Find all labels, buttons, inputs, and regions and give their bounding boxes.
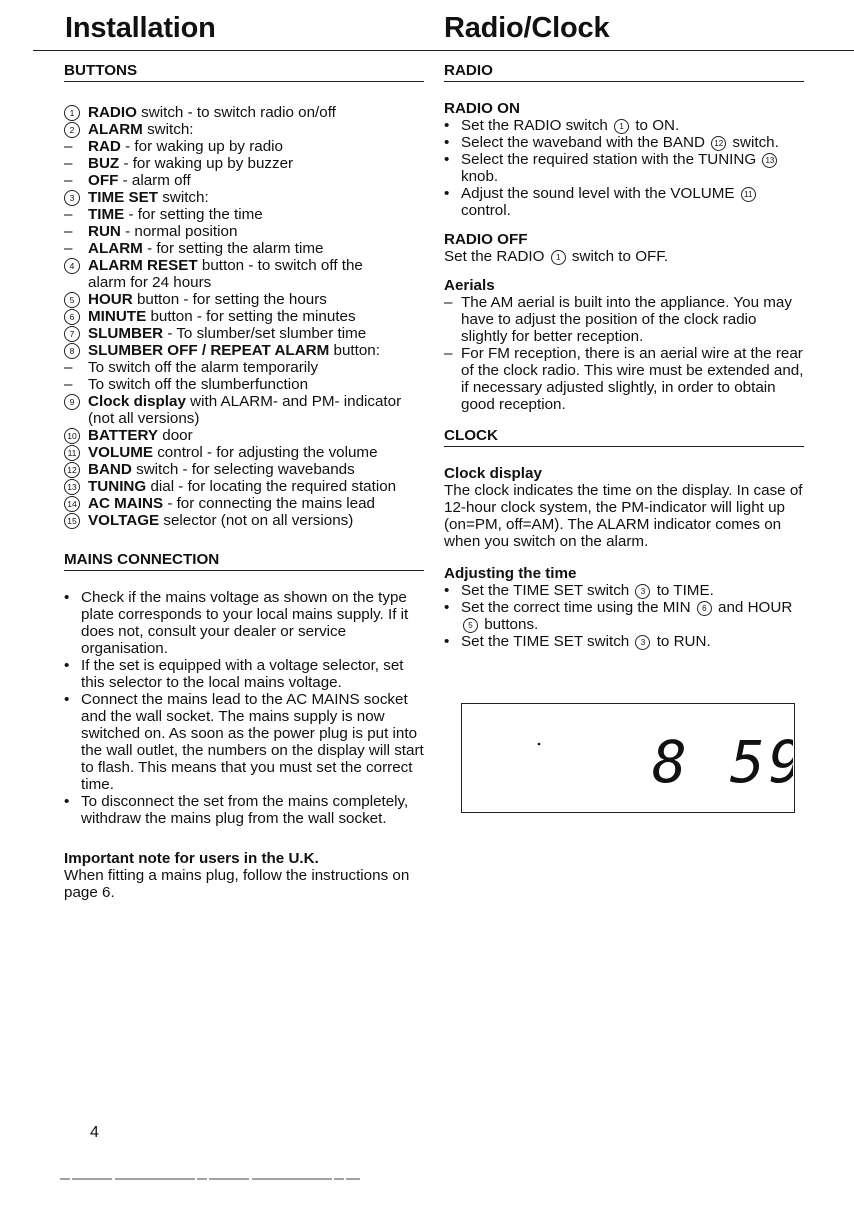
lcd-digits: [462, 704, 793, 811]
button-list-item: [64, 461, 424, 478]
mains-bullet: [64, 691, 424, 793]
item-marker: –: [64, 172, 73, 189]
bullet-dot: •: [444, 633, 450, 650]
item-text: ALARM switch:: [88, 121, 194, 138]
button-list-item: [64, 274, 424, 291]
radio-heading: RADIO: [444, 62, 804, 82]
item-marker: –: [64, 376, 73, 393]
item-text: MINUTE button - for setting the minutes: [88, 308, 356, 325]
item-marker: [64, 189, 88, 206]
bullet-dot: •: [444, 151, 450, 168]
bullet-dot: •: [444, 117, 450, 134]
button-list-item: [64, 138, 424, 155]
item-marker: [64, 104, 88, 121]
uk-note-text: When fitting a mains plug, follow the instructions on page 6.: [64, 867, 410, 901]
bullet-dot: •: [64, 589, 70, 606]
bullet-text: Select the required station with the TUNING 13 knob.: [461, 151, 804, 185]
circled-number: 12: [711, 136, 726, 151]
clock-heading: CLOCK: [444, 427, 804, 447]
bullet-dot: •: [64, 657, 70, 674]
aerials-item: [444, 294, 804, 345]
left-column: [64, 62, 424, 901]
button-list-item: [64, 104, 424, 121]
button-list-item: [64, 172, 424, 189]
button-list-item: [64, 155, 424, 172]
item-marker: [64, 342, 88, 359]
item-marker: [64, 427, 88, 444]
circled-number: 6: [64, 309, 80, 325]
button-list-item: [64, 427, 424, 444]
circled-number: 3: [635, 584, 650, 599]
aerials-heading: Aerials: [444, 277, 495, 294]
item-text: RAD - for waking up by radio: [88, 138, 283, 155]
item-text: SLUMBER - To slumber/set slumber time: [88, 325, 367, 342]
mains-bullet: [64, 589, 424, 657]
item-bold: BAND: [88, 461, 132, 478]
bullet-dot: •: [64, 793, 70, 810]
circled-number: 15: [64, 513, 80, 529]
item-marker: –: [64, 138, 73, 155]
item-bold: OFF: [88, 172, 119, 189]
bullet-text: To disconnect the set from the mains completely, withdraw the mains plug from the wall socket.: [81, 793, 409, 827]
radio-on-heading: RADIO ON: [444, 100, 520, 117]
adjust-time-heading: Adjusting the time: [444, 565, 577, 582]
adjust-time-list: [444, 582, 804, 650]
item-marker: –: [64, 359, 73, 376]
radio-off-text: [444, 248, 804, 265]
button-list-item: [64, 206, 424, 223]
item-marker: –: [64, 206, 73, 223]
right-column: [444, 62, 804, 650]
item-marker: [64, 410, 88, 427]
bullet-dot: •: [64, 691, 70, 708]
item-text: VOLTAGE selector (not on all versions): [88, 512, 354, 529]
circled-number: 13: [762, 153, 777, 168]
item-text: To switch off the alarm temporarily: [88, 359, 319, 376]
item-bold: TIME SET: [88, 189, 159, 206]
item-text: RADIO switch - to switch radio on/off: [88, 104, 336, 121]
item-text: alarm for 24 hours: [88, 274, 212, 291]
button-list-item: [64, 240, 424, 257]
item-text: OFF - alarm off: [88, 172, 191, 189]
item-marker: [64, 478, 88, 495]
bullet-text: Connect the mains lead to the AC MAINS socket and the wall socket. The mains supply is now switched on. As soon as the power plug is put into the wall outlet, the numbers on the display will start to flash. This means that you must set the correct time.: [81, 691, 424, 793]
circled-number: 3: [635, 635, 650, 650]
circled-number: 10: [64, 428, 80, 444]
title-rule: [33, 50, 854, 51]
buttons-heading: BUTTONS: [64, 62, 424, 82]
clock-display-heading: Clock display: [444, 465, 542, 482]
adjust-time-bullet: [444, 599, 804, 633]
dash-mark: –: [444, 294, 453, 311]
radio-on-list: [444, 117, 804, 219]
item-bold: HOUR: [88, 291, 133, 308]
button-list-item: [64, 257, 424, 274]
dash-text: The AM aerial is built into the appliance. You may have to adjust the position of the clock radio slightly for better reception.: [461, 294, 792, 345]
lcd-dot: [538, 743, 541, 746]
item-bold: RAD: [88, 138, 121, 155]
bullet-text: If the set is equipped with a voltage selector, set this selector to the local mains voltage.: [81, 657, 404, 691]
item-text: SLUMBER OFF / REPEAT ALARM button:: [88, 342, 380, 359]
item-bold: RUN: [88, 223, 121, 240]
item-bold: SLUMBER: [88, 325, 164, 342]
item-bold: Clock display: [88, 393, 186, 410]
button-list-item: [64, 393, 424, 410]
item-bold: TIME: [88, 206, 125, 223]
circled-number: 1: [551, 250, 566, 265]
item-text: TIME SET switch:: [88, 189, 209, 206]
item-bold: VOLUME: [88, 444, 153, 461]
item-text: TUNING dial - for locating the required station: [88, 478, 397, 495]
radio-on-bullet: [444, 134, 804, 151]
item-text: HOUR button - for setting the hours: [88, 291, 327, 308]
adjust-time-bullet: [444, 582, 804, 599]
button-list-item: [64, 342, 424, 359]
bullet-text: Set the correct time using the MIN 6 and HOUR 5 buttons.: [461, 599, 793, 633]
item-text: Clock display with ALARM- and PM- indicator: [88, 393, 402, 410]
right-page-title: Radio/Clock: [444, 12, 610, 44]
dash-text: For FM reception, there is an aerial wire at the rear of the clock radio. This wire must be extended and, if necessary adjusted slightly, in order to obtain good reception.: [461, 345, 804, 413]
bullet-text: Select the waveband with the BAND 12 switch.: [461, 134, 779, 151]
button-list-item: [64, 325, 424, 342]
radio-off-heading: RADIO OFF: [444, 231, 528, 248]
bullet-text: Set the TIME SET switch 3 to RUN.: [461, 633, 711, 650]
buttons-list: [64, 104, 424, 529]
button-list-item: [64, 291, 424, 308]
lcd-time-text: 8 59: [652, 728, 793, 796]
circled-number: 5: [64, 292, 80, 308]
circled-number: 5: [463, 618, 478, 633]
mains-list: [64, 589, 424, 827]
item-bold: BUZ: [88, 155, 120, 172]
circled-number: 1: [614, 119, 629, 134]
item-text: RUN - normal position: [88, 223, 238, 240]
button-list-item: [64, 512, 424, 529]
aerials-list: [444, 294, 804, 413]
bullet-dot: •: [444, 599, 450, 616]
circled-number: 4: [64, 258, 80, 274]
circled-number: 11: [741, 187, 756, 202]
item-bold: ALARM: [88, 121, 143, 138]
button-list-item: [64, 359, 424, 376]
item-text: To switch off the slumberfunction: [88, 376, 309, 393]
circled-number: 7: [64, 326, 80, 342]
item-marker: [64, 121, 88, 138]
item-marker: [64, 325, 88, 342]
bullet-text: Adjust the sound level with the VOLUME 11 control.: [461, 185, 804, 219]
item-marker: [64, 461, 88, 478]
item-bold: BATTERY: [88, 427, 159, 444]
left-page-title: Installation: [65, 12, 216, 44]
item-text: VOLUME control - for adjusting the volume: [88, 444, 378, 461]
mains-heading: MAINS CONNECTION: [64, 551, 424, 571]
item-bold: ALARM: [88, 240, 143, 257]
mains-bullet: [64, 657, 424, 691]
dash-mark: –: [444, 345, 453, 362]
item-bold: ALARM RESET: [88, 257, 198, 274]
circled-number: 14: [64, 496, 80, 512]
bullet-dot: •: [444, 134, 450, 151]
uk-note-heading: Important note for users in the U.K.: [64, 850, 319, 867]
item-bold: RADIO: [88, 104, 137, 121]
button-list-item: [64, 410, 424, 427]
radio-on-bullet: [444, 185, 804, 219]
button-list-item: [64, 308, 424, 325]
button-list-item: [64, 189, 424, 206]
item-marker: [64, 308, 88, 325]
bullet-dot: •: [444, 185, 450, 202]
radio-on-bullet: [444, 151, 804, 185]
item-bold: MINUTE: [88, 308, 147, 325]
item-marker: [64, 274, 88, 291]
item-bold: SLUMBER OFF / REPEAT ALARM: [88, 342, 330, 359]
item-marker: –: [64, 240, 73, 257]
circled-number: 13: [64, 479, 80, 495]
circled-number: 1: [64, 105, 80, 121]
clock-display-text: The clock indicates the time on the display. In case of 12-hour clock system, the PM-indicator will light up (on=PM, off=AM). The ALARM indicator comes on when you switch on the alarm.: [444, 482, 803, 550]
page-number: 4: [90, 1124, 99, 1141]
item-text: (not all versions): [88, 410, 200, 427]
bullet-text: Check if the mains voltage as shown on the type plate corresponds to your local mains supply. If it does not, consult your dealer or service organisation.: [81, 589, 409, 657]
button-list-item: [64, 444, 424, 461]
clock-lcd-illustration: [461, 703, 795, 813]
circled-number: 9: [64, 394, 80, 410]
circled-number: 2: [64, 122, 80, 138]
bullet-text: Set the RADIO 1 switch to OFF.: [444, 248, 669, 265]
item-text: BAND switch - for selecting wavebands: [88, 461, 355, 478]
button-list-item: [64, 121, 424, 138]
mains-bullet: [64, 793, 424, 827]
circled-number: 6: [697, 601, 712, 616]
button-list-item: [64, 376, 424, 393]
item-text: BUZ - for waking up by buzzer: [88, 155, 294, 172]
item-bold: AC MAINS: [88, 495, 164, 512]
item-marker: [64, 512, 88, 529]
circled-number: 8: [64, 343, 80, 359]
item-text: ALARM - for setting the alarm time: [88, 240, 324, 257]
item-marker: –: [64, 223, 73, 240]
item-marker: –: [64, 155, 73, 172]
button-list-item: [64, 478, 424, 495]
item-text: AC MAINS - for connecting the mains lead: [88, 495, 375, 512]
item-text: TIME - for setting the time: [88, 206, 263, 223]
bullet-text: Set the TIME SET switch 3 to TIME.: [461, 582, 714, 599]
item-marker: [64, 393, 88, 410]
bullet-dot: •: [444, 582, 450, 599]
circled-number: 12: [64, 462, 80, 478]
button-list-item: [64, 223, 424, 240]
item-marker: [64, 291, 88, 308]
button-list-item: [64, 495, 424, 512]
footer-rule: [60, 1176, 420, 1182]
aerials-item: [444, 345, 804, 413]
item-marker: [64, 495, 88, 512]
item-marker: [64, 257, 88, 274]
circled-number: 3: [64, 190, 80, 206]
circled-number: 11: [64, 445, 80, 461]
item-text: BATTERY door: [88, 427, 193, 444]
item-text: ALARM RESET button - to switch off the: [88, 257, 363, 274]
bullet-text: Set the RADIO switch 1 to ON.: [461, 117, 680, 134]
radio-on-bullet: [444, 117, 804, 134]
item-bold: VOLTAGE: [88, 512, 160, 529]
adjust-time-bullet: [444, 633, 804, 650]
item-bold: TUNING: [88, 478, 147, 495]
item-marker: [64, 444, 88, 461]
